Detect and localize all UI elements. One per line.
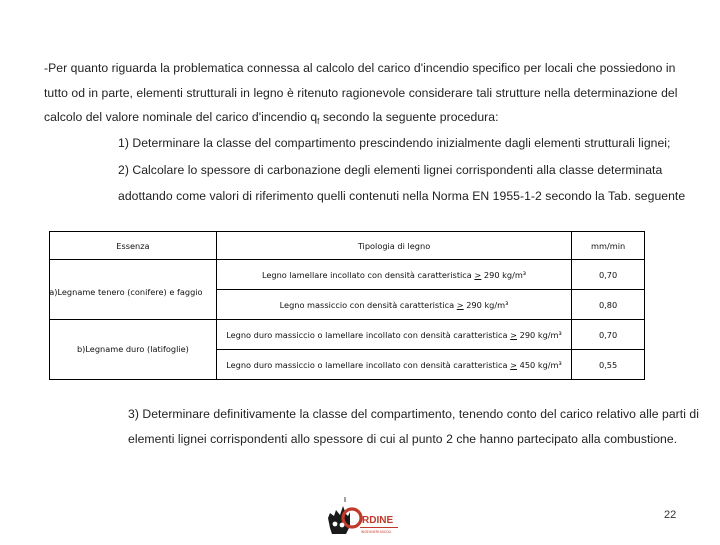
qf-subscript: f — [317, 117, 320, 126]
paragraph-line-3-text: calcolo del valore nominale del carico d'incendio q — [44, 110, 318, 124]
tipologia-cell: Legno duro massiccio o lamellare incollato con densità caratteristica > 290 kg/m³ — [216, 320, 571, 350]
group-a-cell — [50, 260, 217, 320]
step-2-line-2: adottando come valori di riferimento quelli contenuti nella Norma EN 1955-1-2 secondo la Tab. seguente — [118, 189, 686, 203]
ordine-emblem-icon — [322, 494, 402, 540]
tipologia-cell: Legno lamellare incollato con densità caratteristica > 290 kg/m³ — [216, 260, 571, 290]
value-cell: 0,80 — [572, 290, 645, 320]
paragraph-line-1: -Per quanto riguarda la problematica connessa al calcolo del carico d'incendio specifico per locali che possiedono in — [44, 61, 676, 75]
group-a-label: a)Legname tenero (conifere) e faggio — [49, 286, 203, 297]
group-b-cell — [50, 320, 217, 380]
table-row — [50, 320, 645, 350]
svg-text:INGEGNERI ASCOLI: INGEGNERI ASCOLI — [361, 530, 392, 534]
charring-rate-table — [49, 231, 645, 380]
value-cell: 0,55 — [572, 350, 645, 380]
group-b-label: b)Legname duro (latifoglie) — [76, 343, 189, 354]
tipologia-cell: Legno duro massiccio o lamellare incollato con densità caratteristica > 450 kg/m³ — [216, 350, 571, 380]
header-essenza: Essenza — [50, 232, 217, 260]
paragraph-line-3-end: secondo la seguente procedura: — [319, 110, 499, 124]
value-cell: 0,70 — [572, 320, 645, 350]
table-header-row — [50, 232, 645, 260]
ordine-logo — [322, 494, 402, 540]
step-2-line-1: 2) Calcolare lo spessore di carbonazione degli elementi lignei corrispondenti alla classe determinata — [118, 163, 663, 177]
step-3-line-2: elementi lignei corrispondenti allo spessore di cui al punto 2 che hanno partecipato alla combustione. — [128, 432, 678, 446]
page-number: 22 — [664, 509, 677, 521]
header-unit: mm/min — [572, 232, 645, 260]
step-3-line-1: 3) Determinare definitivamente la classe del compartimento, tenendo conto del carico relativo alle parti di — [128, 407, 700, 421]
value-cell: 0,70 — [572, 260, 645, 290]
header-tipologia: Tipologia di legno — [216, 232, 571, 260]
paragraph-line-2: tutto od in parte, elementi strutturali in legno è ritenuto ragionevole considerare tali strutture nella determinazione del — [44, 86, 678, 100]
step-1: 1) Determinare la classe del compartimento prescindendo inizialmente dagli elementi strutturali lignei; — [118, 136, 671, 150]
svg-text:RDINE: RDINE — [362, 515, 394, 526]
table-row — [50, 260, 645, 290]
tipologia-cell: Legno massiccio con densità caratteristica > 290 kg/m³ — [216, 290, 571, 320]
paragraph-line-3 — [44, 110, 499, 126]
